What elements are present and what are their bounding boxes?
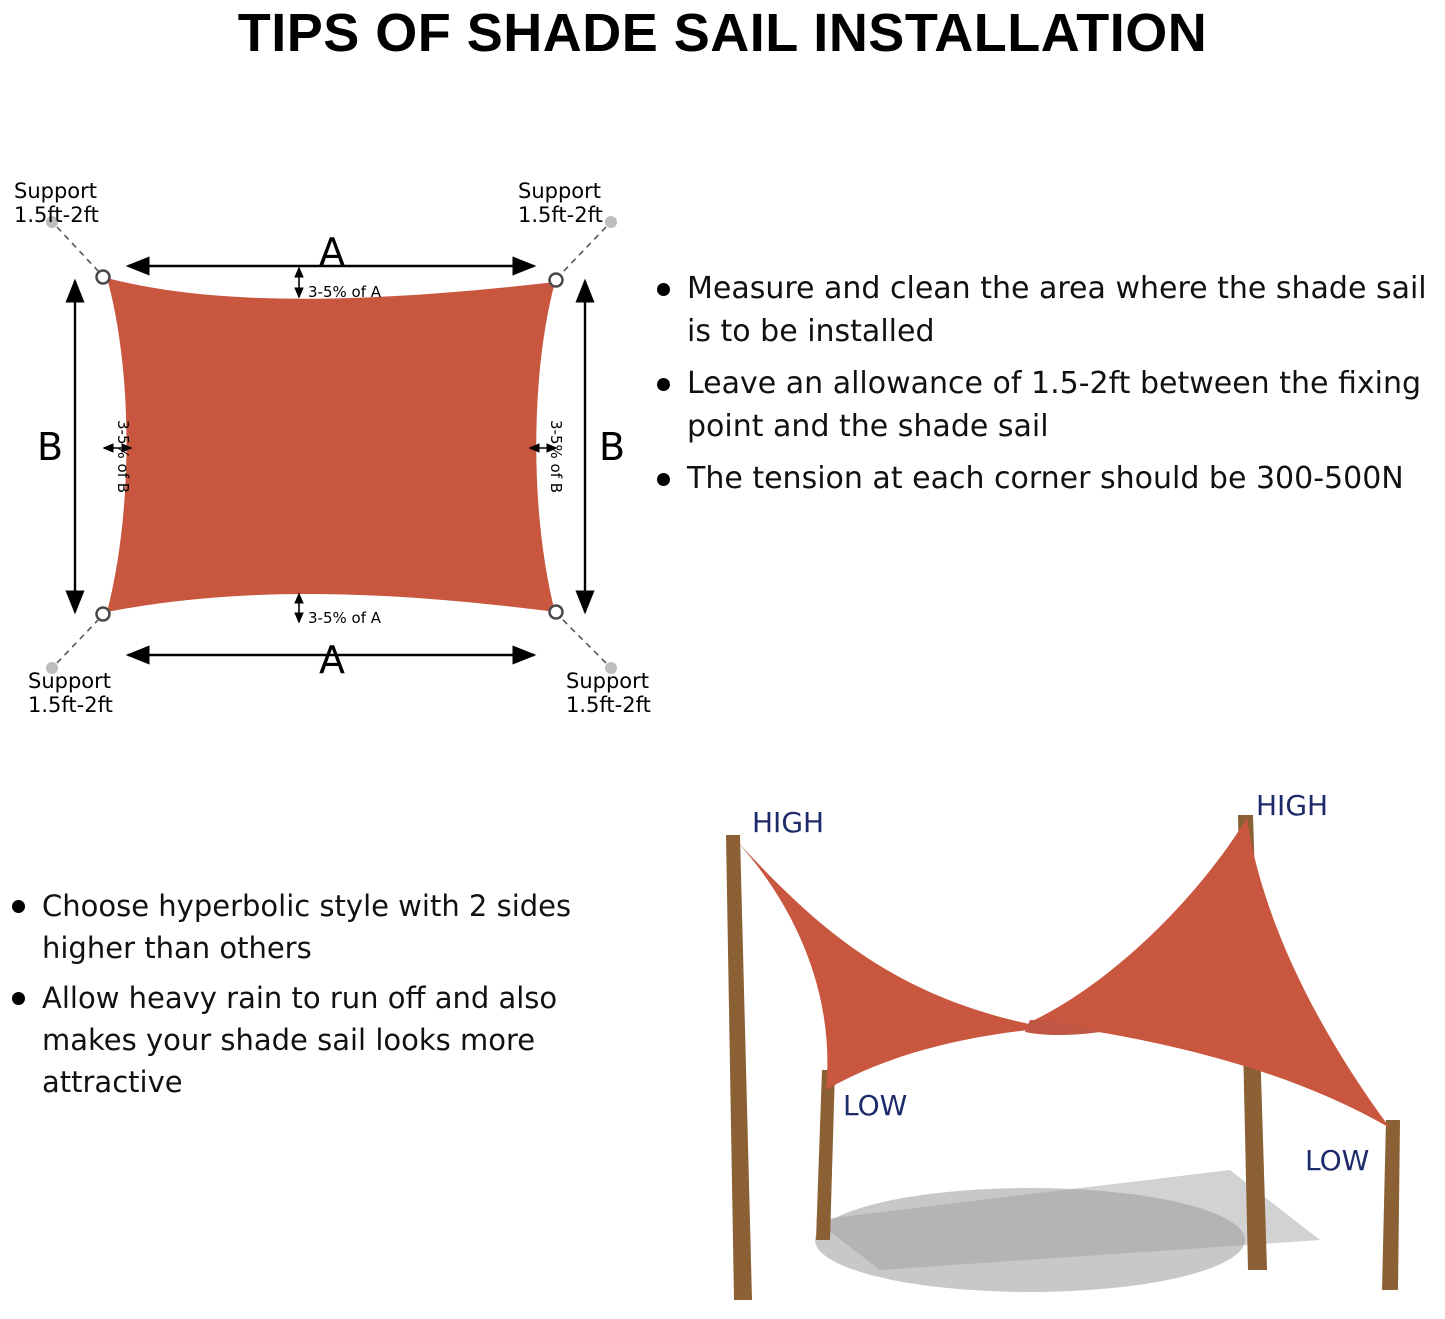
tips-list-right	[645, 268, 1445, 511]
tip-text: Leave an allowance of 1.5-2ft between the fixing point and the shade sail	[687, 366, 1422, 444]
label-side-b-right: B	[598, 425, 626, 469]
tip-text: Choose hyperbolic style with 2 sides higher than others	[42, 889, 572, 966]
corner-ring-bottom-right	[550, 606, 563, 619]
support-line-bottom-right	[561, 618, 606, 663]
hyperbolic-sail-diagram	[630, 770, 1445, 1319]
support-dot-top-right	[605, 216, 617, 228]
support-top-right-line1: Support	[518, 179, 602, 203]
bullet-dot-icon	[657, 378, 670, 391]
sail-right-lobe	[1030, 818, 1390, 1128]
bullet-dot-icon	[12, 900, 25, 913]
post-low-right	[1382, 1120, 1400, 1290]
corner-ring-top-right	[550, 274, 563, 287]
label-high-right: HIGH	[1256, 789, 1329, 822]
support-bottom-right-line2: 1.5ft-2ft	[566, 693, 651, 717]
support-line-top-left	[57, 227, 99, 272]
ground-shadow-2	[815, 1170, 1320, 1270]
support-top-right-line2: 1.5ft-2ft	[518, 203, 603, 227]
list-item	[0, 977, 630, 1103]
support-top-left-line1: Support	[14, 179, 98, 203]
tip-text: Measure and clean the area where the shade sail is to be installed	[687, 271, 1427, 349]
label-side-a-top: A	[319, 230, 345, 274]
bullet-dot-icon	[12, 992, 25, 1005]
support-bottom-right-line1: Support	[566, 669, 650, 693]
list-item	[645, 363, 1445, 448]
label-side-a-bottom: A	[319, 638, 345, 682]
label-low-right: LOW	[1305, 1144, 1370, 1177]
tip-text: Allow heavy rain to run off and also makes your shade sail looks more attractive	[42, 981, 558, 1100]
list-item	[645, 458, 1445, 501]
list-item	[645, 268, 1445, 353]
sail-left-lobe	[734, 838, 1050, 1090]
sail-shape	[107, 278, 555, 612]
label-curve-top: 3-5% of A	[308, 283, 382, 301]
page-title: TIPS OF SHADE SAIL INSTALLATION	[237, 3, 1208, 63]
bullet-dot-icon	[657, 473, 670, 486]
support-bottom-left-line2: 1.5ft-2ft	[28, 693, 113, 717]
post-high-left	[726, 835, 752, 1300]
support-line-top-right	[561, 227, 606, 274]
support-line-bottom-left	[57, 619, 99, 663]
post-low-left	[816, 1070, 835, 1240]
label-high-left: HIGH	[752, 806, 825, 839]
support-top-left-line2: 1.5ft-2ft	[14, 203, 99, 227]
rectangular-sail-diagram	[0, 160, 660, 730]
label-side-b-left: B	[36, 425, 64, 469]
support-bottom-left-line1: Support	[28, 669, 112, 693]
label-curve-bottom: 3-5% of A	[308, 609, 382, 627]
label-low-left: LOW	[843, 1089, 908, 1122]
tip-text: The tension at each corner should be 300-500N	[687, 461, 1404, 497]
corner-ring-top-left	[97, 271, 110, 284]
label-curve-left: 3-5% of B	[114, 420, 132, 494]
tips-list-left	[0, 885, 630, 1111]
bullet-dot-icon	[657, 283, 670, 296]
list-item	[0, 885, 630, 969]
label-curve-right: 3-5% of B	[547, 420, 565, 494]
